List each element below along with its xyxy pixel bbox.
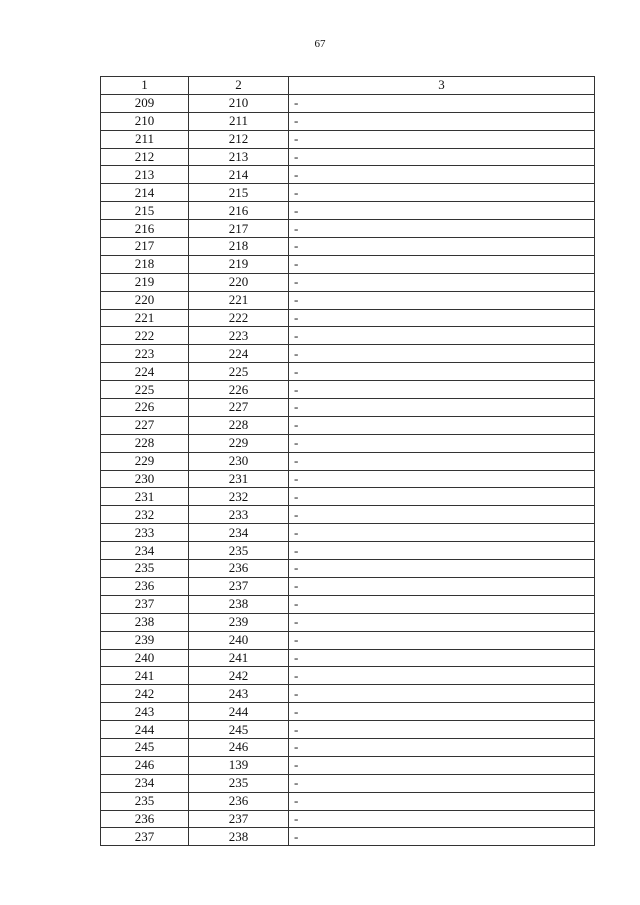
cell-col-3: - [289,291,595,309]
table-row [101,631,595,649]
cell-col-2: 235 [189,774,289,792]
table-row [101,255,595,273]
cell-col-1: 226 [101,399,189,417]
cell-col-2: 230 [189,452,289,470]
cell-col-3: - [289,792,595,810]
cell-col-1: 236 [101,810,189,828]
table-row [101,112,595,130]
cell-col-2: 211 [189,112,289,130]
cell-col-2: 237 [189,810,289,828]
cell-col-1: 213 [101,166,189,184]
cell-col-3: - [289,613,595,631]
cell-col-3: - [289,560,595,578]
cell-col-2: 227 [189,399,289,417]
cell-col-3: - [289,434,595,452]
cell-col-1: 209 [101,94,189,112]
cell-col-3: - [289,327,595,345]
table-row [101,381,595,399]
cell-col-2: 236 [189,560,289,578]
cell-col-2: 216 [189,202,289,220]
cell-col-1: 215 [101,202,189,220]
header-row [101,77,595,95]
cell-col-2: 212 [189,130,289,148]
table-row [101,202,595,220]
table-row [101,667,595,685]
cell-col-1: 235 [101,560,189,578]
cell-col-1: 243 [101,703,189,721]
cell-col-1: 246 [101,756,189,774]
cell-col-1: 214 [101,184,189,202]
table-row [101,685,595,703]
cell-col-2: 225 [189,363,289,381]
cell-col-3: - [289,148,595,166]
table-body [101,94,595,845]
page-number: 67 [314,38,326,50]
cell-col-1: 210 [101,112,189,130]
cell-col-3: - [289,399,595,417]
cell-col-2: 239 [189,613,289,631]
cell-col-3: - [289,470,595,488]
cell-col-2: 233 [189,506,289,524]
cell-col-2: 221 [189,291,289,309]
table-row [101,416,595,434]
cell-col-2: 228 [189,416,289,434]
table-row [101,595,595,613]
table-row [101,399,595,417]
cell-col-1: 225 [101,381,189,399]
cell-col-1: 219 [101,273,189,291]
table-row [101,524,595,542]
cell-col-1: 233 [101,524,189,542]
cell-col-3: - [289,255,595,273]
cell-col-1: 231 [101,488,189,506]
table-row [101,506,595,524]
column-header-2: 2 [189,77,289,95]
table-row [101,452,595,470]
cell-col-3: - [289,703,595,721]
cell-col-3: - [289,577,595,595]
cell-col-3: - [289,416,595,434]
table-row [101,291,595,309]
cell-col-1: 237 [101,828,189,846]
cell-col-3: - [289,685,595,703]
cell-col-1: 236 [101,577,189,595]
cell-col-2: 218 [189,238,289,256]
cell-col-3: - [289,649,595,667]
table-row [101,184,595,202]
cell-col-3: - [289,721,595,739]
cell-col-2: 234 [189,524,289,542]
table-row [101,434,595,452]
cell-col-2: 231 [189,470,289,488]
cell-col-3: - [289,309,595,327]
cell-col-2: 241 [189,649,289,667]
cell-col-1: 227 [101,416,189,434]
cell-col-2: 237 [189,577,289,595]
cell-col-3: - [289,94,595,112]
table-row [101,327,595,345]
table-row [101,345,595,363]
table-row [101,220,595,238]
table-row [101,649,595,667]
cell-col-2: 238 [189,828,289,846]
cell-col-3: - [289,774,595,792]
cell-col-1: 232 [101,506,189,524]
cell-col-1: 244 [101,721,189,739]
table-row [101,363,595,381]
cell-col-3: - [289,524,595,542]
cell-col-2: 246 [189,738,289,756]
cell-col-1: 216 [101,220,189,238]
cell-col-3: - [289,363,595,381]
table-row [101,577,595,595]
cell-col-1: 230 [101,470,189,488]
cell-col-3: - [289,202,595,220]
cell-col-3: - [289,381,595,399]
cell-col-3: - [289,542,595,560]
cell-col-2: 238 [189,595,289,613]
cell-col-1: 229 [101,452,189,470]
cell-col-1: 223 [101,345,189,363]
cell-col-2: 235 [189,542,289,560]
table-row [101,273,595,291]
cell-col-3: - [289,828,595,846]
cell-col-2: 226 [189,381,289,399]
cell-col-2: 210 [189,94,289,112]
cell-col-3: - [289,488,595,506]
column-header-3: 3 [289,77,595,95]
cell-col-2: 245 [189,721,289,739]
table-row [101,774,595,792]
cell-col-1: 221 [101,309,189,327]
cell-col-3: - [289,631,595,649]
cell-col-3: - [289,667,595,685]
cell-col-2: 217 [189,220,289,238]
cell-col-2: 236 [189,792,289,810]
table-row [101,130,595,148]
cell-col-1: 245 [101,738,189,756]
cell-col-1: 217 [101,238,189,256]
cell-col-3: - [289,220,595,238]
table-row [101,828,595,846]
cell-col-3: - [289,238,595,256]
cell-col-2: 243 [189,685,289,703]
cell-col-2: 214 [189,166,289,184]
cell-col-2: 139 [189,756,289,774]
cell-col-1: 238 [101,613,189,631]
table-row [101,703,595,721]
cell-col-1: 222 [101,327,189,345]
cell-col-3: - [289,345,595,363]
table-row [101,309,595,327]
column-header-1: 1 [101,77,189,95]
table-row [101,148,595,166]
cell-col-3: - [289,112,595,130]
cell-col-1: 235 [101,792,189,810]
table-row [101,488,595,506]
cell-col-1: 211 [101,130,189,148]
cell-col-2: 222 [189,309,289,327]
cell-col-1: 240 [101,649,189,667]
table-row [101,810,595,828]
table-header [101,77,595,95]
table-row [101,560,595,578]
table-row [101,792,595,810]
table-row [101,238,595,256]
table-row [101,470,595,488]
data-table [100,76,595,846]
cell-col-3: - [289,810,595,828]
cell-col-1: 234 [101,774,189,792]
cell-col-1: 220 [101,291,189,309]
table-row [101,613,595,631]
cell-col-2: 213 [189,148,289,166]
cell-col-1: 242 [101,685,189,703]
cell-col-2: 242 [189,667,289,685]
cell-col-1: 234 [101,542,189,560]
cell-col-2: 244 [189,703,289,721]
cell-col-3: - [289,506,595,524]
cell-col-1: 218 [101,255,189,273]
cell-col-2: 220 [189,273,289,291]
cell-col-3: - [289,130,595,148]
cell-col-2: 229 [189,434,289,452]
table-row [101,94,595,112]
table-row [101,542,595,560]
table-row [101,166,595,184]
cell-col-3: - [289,184,595,202]
cell-col-3: - [289,595,595,613]
cell-col-1: 224 [101,363,189,381]
cell-col-3: - [289,738,595,756]
cell-col-1: 237 [101,595,189,613]
cell-col-3: - [289,273,595,291]
cell-col-1: 239 [101,631,189,649]
cell-col-2: 215 [189,184,289,202]
cell-col-1: 212 [101,148,189,166]
cell-col-2: 232 [189,488,289,506]
cell-col-3: - [289,452,595,470]
cell-col-3: - [289,756,595,774]
table-row [101,738,595,756]
cell-col-1: 228 [101,434,189,452]
table-row [101,721,595,739]
cell-col-2: 240 [189,631,289,649]
cell-col-2: 223 [189,327,289,345]
table-row [101,756,595,774]
cell-col-3: - [289,166,595,184]
cell-col-2: 219 [189,255,289,273]
cell-col-1: 241 [101,667,189,685]
cell-col-2: 224 [189,345,289,363]
